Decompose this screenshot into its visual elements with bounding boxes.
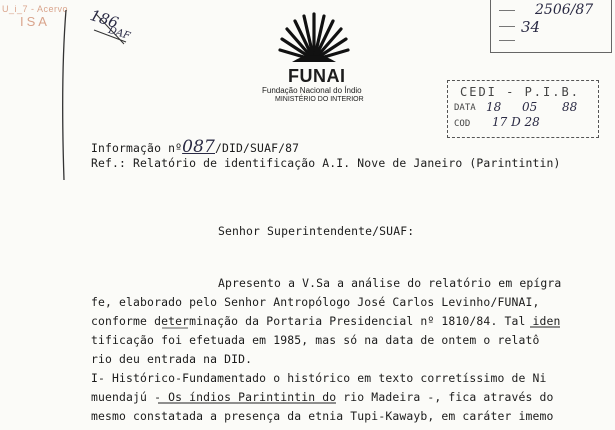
info-prefix: Informação nº <box>91 141 183 155</box>
info-suffix: /DID/SUAF/87 <box>215 141 300 155</box>
body-line-8: mesmo constatada a presença da etnia Tupi-Kawayb, em caráter imemo <box>91 409 554 423</box>
body-line-1: Apresento a V.Sa a análise do relatório em epígra <box>218 276 562 290</box>
cedi-date-label: DATA <box>454 103 476 113</box>
salutation: Senhor Superintendente/SUAF: <box>218 224 415 238</box>
logo-name: FUNAI <box>288 66 346 86</box>
watermark-line-1: U_i_7 - Acervo <box>2 4 69 14</box>
body-line-5: rio deu entrada na DID. <box>91 352 253 366</box>
cedi-stamp <box>447 80 599 138</box>
body-line-7: muendajú - Os índios Parintintin do rio Madeira -, fica através do <box>91 390 554 404</box>
watermark-line-2: ISA <box>20 14 50 29</box>
info-line <box>91 137 299 157</box>
cedi-date-month: 05 <box>522 100 538 114</box>
funai-logo-icon <box>278 10 350 66</box>
cedi-cod-label: COD <box>454 119 471 129</box>
body-line-4: tificação foi efetuada em 1985, mas só na data de ontem o relatô <box>91 333 540 347</box>
handwritten-sub: DAF <box>106 24 132 43</box>
cedi-date-day: 18 <box>486 100 502 114</box>
protocol-number: 2506/87 <box>535 2 594 18</box>
body-line-3: conforme determinação da Portaria Presidencial nº 1810/84. Tal iden <box>91 314 561 328</box>
info-number: 087 <box>182 137 216 157</box>
protocol-page: 34 <box>521 18 541 36</box>
cedi-stamp-title: CEDI - P.I.B. <box>460 85 580 99</box>
body-line-2: fe, elaborado pelo Senhor Antropólogo José Carlos Levinho/FUNAI, <box>91 295 540 309</box>
logo-ministry: MINISTÉRIO DO INTERIOR <box>275 96 364 103</box>
logo-subtitle: Fundação Nacional do Índio <box>262 86 362 95</box>
cedi-date-year: 88 <box>562 100 578 114</box>
handwritten-note: 186 <box>87 6 121 32</box>
protocol-stamp <box>490 0 612 53</box>
cedi-cod-value: 17 D 28 <box>492 115 540 129</box>
ref-line: Ref.: Relatório de identificação A.I. Nove de Janeiro (Parintintin) <box>91 156 561 170</box>
body-line-6: I- Histórico-Fundamentado o histórico em texto corretíssimo de Ni <box>91 371 547 385</box>
